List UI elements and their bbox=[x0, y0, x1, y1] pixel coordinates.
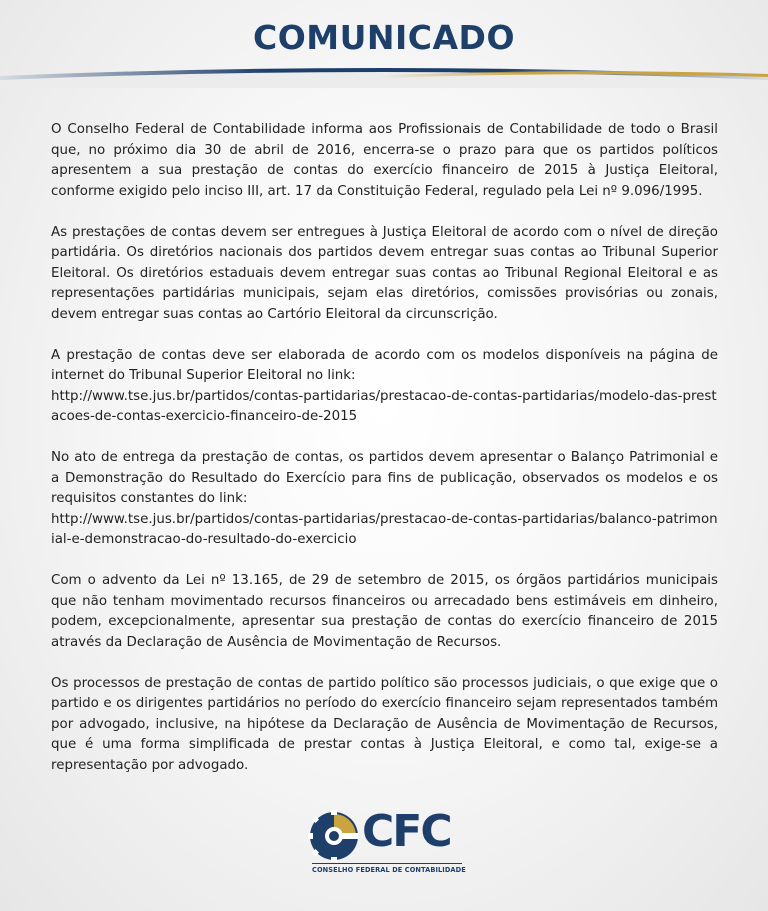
paragraph-judicial: Os processos de prestação de contas de partido político são processos judiciais, o que exige que o partido e os dirigentes partidários no período do exercício financeiro sejam representados também por advogado, inclusive, na hipótese da Declaração de Ausência de Movimentação de Recursos, que é uma forma simplificada de prestar contas à Justiça Eleitoral, e como tal, exige-se a representação por advogado. bbox=[51, 675, 718, 773]
logo-acronym: CFC bbox=[362, 806, 451, 857]
header-stripe bbox=[0, 66, 768, 88]
paragraph-models-text: A prestação de contas deve ser elaborada de acordo com os modelos disponíveis na página de internet do Tribunal Superior Eleitoral no link: bbox=[51, 347, 718, 383]
header-stripe-graphic bbox=[0, 66, 768, 88]
link-modelos[interactable]: http://www.tse.jus.br/partidos/contas-partidarias/prestacao-de-contas-partidarias/modelo-das-prestacoes-de-contas-exercicio-financeiro-de-2015 bbox=[51, 388, 717, 424]
communique-body bbox=[51, 120, 718, 797]
link-balanco[interactable]: http://www.tse.jus.br/partidos/contas-partidarias/prestacao-de-contas-partidarias/balanco-patrimonial-e-demonstracao-do-resultado-do-exercicio bbox=[51, 511, 718, 547]
page-title: COMUNICADO bbox=[252, 18, 515, 57]
header bbox=[0, 0, 768, 95]
paragraph-balance-text: No ato de entrega da prestação de contas, os partidos devem apresentar o Balanço Patrimonial e a Demonstração do Resultado do Exercício para fins de publicação, observados os modelos e os requisitos constantes do link: bbox=[51, 450, 718, 506]
logo-full-name: CONSELHO FEDERAL DE CONTABILIDADE bbox=[312, 863, 462, 874]
cfc-logo bbox=[308, 806, 466, 876]
paragraph-delivery: As prestações de contas devem ser entregues à Justiça Eleitoral de acordo com o nível de direção partidária. Os diretórios nacionais dos partidos devem entregar suas contas ao Tribunal Superior Eleitoral. Os diretórios estaduais devem entregar suas contas ao Tribunal Regional Eleitoral e as representações partidárias municipais, sejam elas diretórios, comissões provisórias ou zonais, devem entregar suas contas ao Cartório Eleitoral da circunscrição. bbox=[51, 224, 718, 322]
paragraph-deadline: O Conselho Federal de Contabilidade informa aos Profissionais de Contabilidade de todo o Brasil que, no próximo dia 30 de abril de 2016, encerra-se o prazo para que os partidos políticos apresentem a sua prestação de contas do exercício financeiro de 2015 à Justiça Eleitoral, conforme exigido pelo inciso III, art. 17 da Constituição Federal, regulado pela Lei nº 9.096/1995. bbox=[51, 122, 718, 199]
paragraph-models bbox=[51, 346, 718, 428]
paragraph-law: Com o advento da Lei nº 13.165, de 29 de setembro de 2015, os órgãos partidários municipais que não tenham movimentado recursos financeiros ou arrecadado bens estimáveis em dinheiro, podem, excepcionalmente, apresentar sua prestação de contas do exercício financeiro de 2015 através da Declaração de Ausência de Movimentação de Recursos. bbox=[51, 573, 718, 650]
paragraph-balance bbox=[51, 448, 718, 551]
cfc-emblem-icon bbox=[308, 810, 364, 864]
